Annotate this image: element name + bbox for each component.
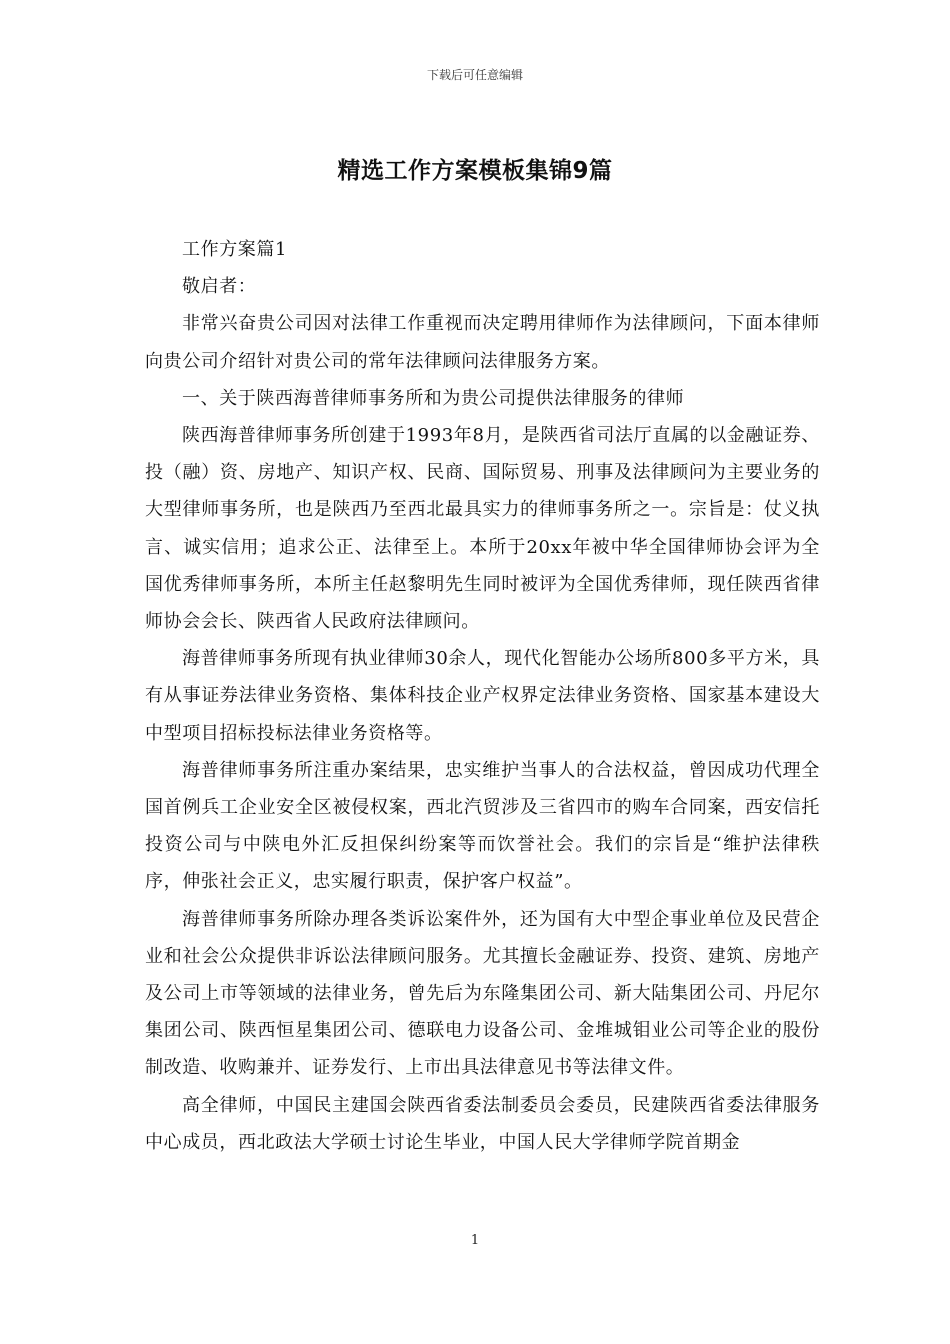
page-header-note: 下载后可任意编辑 — [426, 68, 523, 82]
paragraph: 海普律师事务所注重办案结果，忠实维护当事人的合法权益，曾因成功代理全国首例兵工企业安全区被侵权案，西北汽贸涉及三省四市的购车合同案，西安信托投资公司与中陕电外汇反担保纠纷案等而饮誉社会。我们的宗旨是“维护法律秩序，伸张社会正义，忠实履行职责，保护客户权益”。 — [145, 759, 820, 893]
paragraph: 海普律师事务所除办理各类诉讼案件外，还为国有大中型企事业单位及民营企业和社会公众提供非诉讼法律顾问服务。尤其擅长金融证券、投资、建筑、房地产及公司上市等领域的法律业务，曾先后为东隆集团公司、新大陆集团公司、丹尼尔集团公司、陕西恒星集团公司、德联电力设备公司、金堆城钼业公司等企业的股份制改造、收购兼并、证券发行、上市出具法律意见书等法律文件。 — [145, 908, 820, 1079]
document-title: 精选工作方案模板集锦9篇 — [337, 158, 613, 184]
page-number: 1 — [470, 1233, 480, 1248]
paragraph-section-heading: 工作方案篇1 — [182, 239, 288, 260]
document-body — [145, 231, 820, 1161]
paragraph-subheading: 一、关于陕西海普律师事务所和为贵公司提供法律服务的律师 — [182, 387, 685, 409]
paragraph-salutation: 敬启者： — [182, 276, 257, 298]
paragraph: 高全律师，中国民主建国会陕西省委法制委员会委员，民建陕西省委法律服务中心成员，西北政法大学硕士讨论生毕业，中国人民大学律师学院首期金 — [145, 1094, 820, 1153]
paragraph: 非常兴奋贵公司因对法律工作重视而决定聘用律师作为法律顾问，下面本律师向贵公司介绍针对贵公司的常年法律顾问法律服务方案。 — [145, 313, 820, 372]
paragraph: 海普律师事务所现有执业律师30余人，现代化智能办公场所800多平方米，具有从事证券法律业务资格、集体科技企业产权界定法律业务资格、国家基本建设大中型项目招标投标法律业务资格等。 — [145, 648, 820, 744]
paragraph: 陕西海普律师事务所创建于1993年8月，是陕西省司法厅直属的以金融证券、投（融）资、房地产、知识产权、民商、国际贸易、刑事及法律顾问为主要业务的大型律师事务所，也是陕西乃至西北最具实力的律师事务所之一。宗旨是：仗义执言、诚实信用；追求公正、法律至上。本所于20xx年被中华全国律师协会评为全国优秀律师事务所，本所主任赵黎明先生同时被评为全国优秀律师，现任陕西省律师协会会长、陕西省人民政府法律顾问。 — [145, 425, 820, 633]
